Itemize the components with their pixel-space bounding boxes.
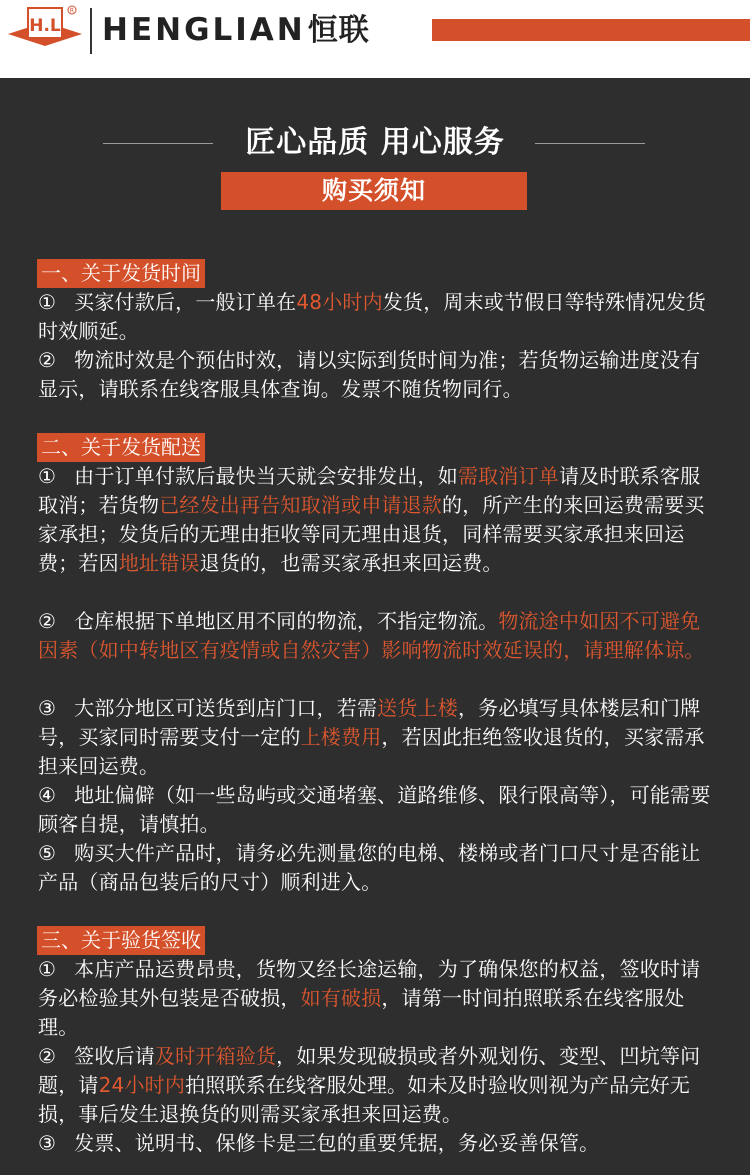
paragraph-shipping-time-1: ① 买家付款后，一般订单在48小时内发货，周末或节假日等特殊情况发货时效顺延。 [38, 290, 706, 343]
paragraph-inspection-2: ② 签收后请及时开箱验货，如果发现破损或者外观划伤、变型、凹坑等问题，请24小时内拍照联系在线客服处理。如未及时验收则视为产品完好无损，事后发生退换货的则需买家承担来回运费。 [38, 1044, 701, 1126]
item-number: ① [38, 957, 57, 981]
henglian-logo-icon [6, 4, 84, 54]
paragraph-delivery-1: ① 由于订单付款后最快当天就会安排发出，如需取消订单请及时联系客服取消；若货物已经发出再告知取消或申请退款的，所产生的来回运费需要买家承担；发货后的无理由拒收等同无理由退货，同样需要买家承担来回运费；若因地址错误退货的，也需买家承担来回运费。 [38, 464, 705, 575]
item-number: ③ [38, 696, 57, 720]
highlight-text: 送货上楼 [377, 696, 458, 720]
brand-header [0, 0, 750, 78]
item-number: ① [38, 464, 57, 488]
item-number: ② [38, 1044, 57, 1068]
highlight-text: 如有破损 [300, 986, 382, 1010]
paragraph-inspection-3: ③ 发票、说明书、保修卡是三包的重要凭据，务必妥善保管。 [38, 1131, 600, 1155]
header-accent-bar [432, 19, 750, 41]
paragraph-shipping-time-2: ② 物流时效是个预估时效，请以实际到货时间为准；若货物运输进度没有显示，请联系在线客服具体查询。发票不随货物同行。 [38, 348, 701, 401]
item-number: ① [38, 290, 57, 314]
brand-name-en: HENGLIAN [102, 12, 306, 48]
paragraph-delivery-2: ② 仓库根据下单地区用不同的物流，不指定物流。物流途中如因不可避免因素（如中转地区有疫情或自然灾害）影响物流时效延误的，请理解体谅。 [38, 609, 705, 662]
item-number: ② [38, 609, 57, 633]
highlight-text: 已经发出再告知取消或申请退款 [159, 493, 443, 517]
section-head-shipping-time: 一、关于发货时间 [37, 259, 205, 288]
paragraph-inspection-1: ① 本店产品运费昂贵，货物又经长途运输，为了确保您的权益，签收时请务必检验其外包装是否破损，如有破损，请第一时间拍照联系在线客服处理。 [38, 957, 701, 1039]
highlight-text: 需取消订单 [457, 464, 559, 488]
highlight-text: 物流途中如因不可避免因素（如中转地区有疫情或自然灾害）影响物流时效延误的，请理解体谅。 [38, 609, 705, 662]
svg-text:H.L: H.L [29, 16, 61, 36]
highlight-text: 24小时内 [98, 1073, 186, 1097]
item-number: ④ [38, 783, 57, 807]
notice-title: 购买须知 [221, 172, 527, 210]
section-head-delivery: 二、关于发货配送 [37, 433, 205, 462]
paragraph-delivery-3: ③ 大部分地区可送货到店门口，若需送货上楼，务必填写具体楼层和门牌号，买家同时需要支付一定的上楼费用，若因此拒绝签收退货的，买家需承担来回运费。 [38, 696, 705, 778]
brand-name-cn: 恒联 [307, 13, 370, 48]
svg-text:R: R [69, 7, 75, 15]
brand-name [102, 8, 370, 52]
highlight-text: 地址错误 [118, 551, 200, 575]
paragraph-delivery-5: ⑤ 购买大件产品时，请务必先测量您的电梯、楼梯或者门口尺寸是否能让产品（商品包装后的尺寸）顺利进入。 [38, 841, 701, 894]
highlight-text: 及时开箱验货 [154, 1044, 277, 1068]
paragraph-delivery-4: ④ 地址偏僻（如一些岛屿或交通堵塞、道路维修、限行限高等），可能需要顾客自提，请慎拍。 [38, 783, 711, 836]
slogan-row [0, 120, 750, 166]
highlight-text: 上楼费用 [300, 725, 382, 749]
slogan-text: 匠心品质 用心服务 [245, 125, 505, 160]
logo-divider [90, 8, 92, 54]
section-head-inspection: 三、关于验货签收 [37, 926, 205, 955]
item-number: ⑤ [38, 841, 57, 865]
highlight-text: 48小时内 [296, 290, 383, 314]
item-number: ② [38, 348, 57, 372]
item-number: ③ [38, 1131, 57, 1155]
